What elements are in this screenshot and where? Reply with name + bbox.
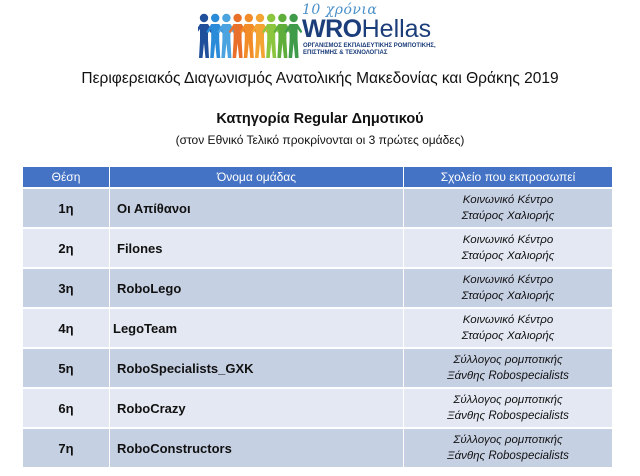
- table-row: [23, 388, 613, 428]
- team-cell: RoboConstructors: [110, 428, 404, 467]
- team-cell: RoboSpecialists_GXK: [110, 348, 404, 388]
- person-figure-icon: [251, 14, 269, 58]
- brand-name: [302, 15, 431, 43]
- school-line: Ξάνθης Robospecialists: [447, 410, 569, 422]
- people-chain-icon: [198, 12, 302, 62]
- team-cell: Filones: [110, 228, 404, 268]
- team-cell: LegoTeam: [110, 308, 404, 348]
- table-row: [23, 228, 613, 268]
- school-line: Σταύρος Χαλιορής: [461, 330, 555, 342]
- brand-wro: WRO: [302, 15, 362, 43]
- organization-line: ΕΠΙΣΤΗΜΗΣ & ΤΕΧΝΟΛΟΓΙΑΣ: [303, 50, 388, 56]
- position-cell: 7η: [23, 428, 110, 467]
- position-cell: 3η: [23, 268, 110, 308]
- table-row: [23, 268, 613, 308]
- table-row: [23, 348, 613, 388]
- school-line: Ξάνθης Robospecialists: [447, 370, 569, 382]
- person-figure-icon: [273, 14, 291, 58]
- category-note: (στον Εθνικό Τελικό προκρίνονται οι 3 πρώτες ομάδες): [175, 133, 465, 147]
- school-line: Σταύρος Χαλιορής: [461, 250, 555, 262]
- position-cell: 4η: [23, 308, 110, 348]
- school-line: Κοινωνικό Κέντρο: [462, 194, 554, 206]
- header-position: Θέση: [23, 167, 110, 189]
- school-line: Σταύρος Χαλιορής: [461, 210, 555, 222]
- position-cell: 1η: [23, 188, 110, 228]
- table-row: [23, 428, 613, 467]
- person-figure-icon: [217, 14, 235, 58]
- position-cell: 2η: [23, 228, 110, 268]
- results-table: [22, 166, 613, 467]
- school-cell: [404, 268, 613, 308]
- school-cell: [404, 188, 613, 228]
- position-cell: 6η: [23, 388, 110, 428]
- category-title: Κατηγορία Regular Δημοτικού: [216, 111, 424, 127]
- person-figure-icon: [229, 14, 247, 58]
- school-line: Ξάνθης Robospecialists: [447, 450, 569, 462]
- school-cell: [404, 348, 613, 388]
- school-line: Κοινωνικό Κέντρο: [462, 314, 554, 326]
- school-line: Σύλλογος ρομποτικής: [453, 434, 563, 446]
- brand-hellas: Hellas: [361, 15, 432, 43]
- person-figure-icon: [285, 14, 302, 58]
- person-figure-icon: [206, 14, 224, 58]
- anniversary-label: 10 χρόνια: [302, 2, 378, 18]
- school-cell: [404, 228, 613, 268]
- organization-line: ΟΡΓΑΝΙΣΜΟΣ ΕΚΠΑΙΔΕΥΤΙΚΗΣ ΡΟΜΠΟΤΙΚΗΣ,: [303, 43, 436, 49]
- header-school: Σχολείο που εκπροσωπεί: [404, 167, 613, 189]
- table-row: [23, 308, 613, 348]
- event-title: Περιφερειακός Διαγωνισμός Ανατολικής Μακεδονίας και Θράκης 2019: [81, 70, 559, 87]
- team-cell: RoboCrazy: [110, 388, 404, 428]
- school-cell: [404, 428, 613, 467]
- team-cell: Οι Απίθανοι: [110, 188, 404, 228]
- table-row: [23, 188, 613, 228]
- table-header-row: [23, 167, 613, 189]
- school-line: Σταύρος Χαλιορής: [461, 290, 555, 302]
- school-cell: [404, 388, 613, 428]
- header-team: Όνομα ομάδας: [110, 167, 404, 189]
- organization-name: [303, 43, 473, 57]
- team-cell: RoboLego: [110, 268, 404, 308]
- school-line: Σύλλογος ρομποτικής: [453, 394, 563, 406]
- position-cell: 5η: [23, 348, 110, 388]
- school-line: Σύλλογος ρομποτικής: [453, 354, 563, 366]
- wro-hellas-logo: [198, 2, 468, 62]
- person-figure-icon: [262, 14, 280, 58]
- school-line: Κοινωνικό Κέντρο: [462, 274, 554, 286]
- school-cell: [404, 308, 613, 348]
- person-figure-icon: [240, 14, 258, 58]
- school-line: Κοινωνικό Κέντρο: [462, 234, 554, 246]
